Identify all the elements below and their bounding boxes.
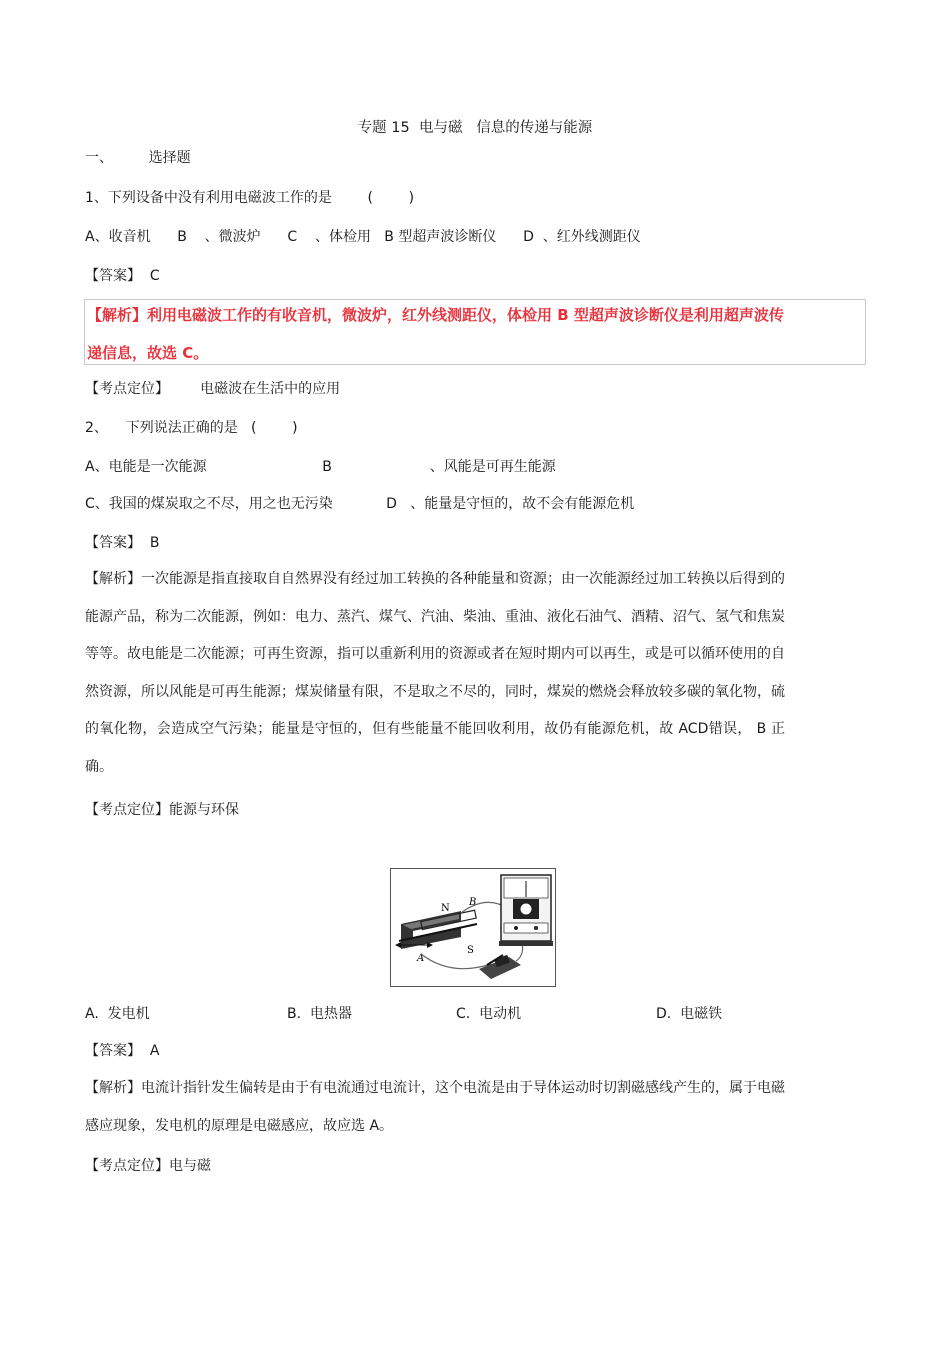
- label-n: N: [441, 903, 450, 914]
- label-a: A: [417, 953, 425, 964]
- q2-analysis: 【解析】一次能源是指直接取自自然界没有经过加工转换的各种能量和资源；由一次能源经过加工转换以后得到的能源产品，称为二次能源，例如：电力、蒸汽、煤气、汽油、柴油、重油、液化石油气、酒精、沼气、氢气和焦炭等等。故电能是二次能源；可再生资源，指可以重新利用的资源或者在短时期内可以再生，或是可以循环使用的自然资源，所以风能是可再生能源；煤炭储量有限，不是取之不尽的，同时，煤炭的燃烧会释放较多碳的氧化物，硫的氧化物，会造成空气污染；能量是守恒的，但有些能量不能回收利用，故仍有能源危机，故 ACD错误， B 正确。: [85, 571, 785, 775]
- q1-stem: 1、下列设备中没有利用电磁波工作的是 ( ): [85, 190, 415, 206]
- label-s: S: [467, 945, 474, 956]
- q3-option-c: C. 电动机: [456, 1006, 522, 1022]
- page-title: 专题 15 电与磁 信息的传递与能源: [357, 120, 593, 136]
- q2-kaodian: 【考点定位】能源与环保: [85, 802, 239, 818]
- wire-bottom: [421, 954, 491, 969]
- q2-answer: 【答案】 B: [85, 535, 160, 551]
- q1-answer: 【答案】 C: [85, 268, 160, 284]
- q2-options-row1: A、电能是一次能源 B 、风能是可再生能源: [85, 459, 556, 475]
- q1-kaodian: 【考点定位】 电磁波在生活中的应用: [85, 381, 341, 397]
- generator-apparatus-illustration: [391, 869, 555, 986]
- q3-kaodian: 【考点定位】电与磁: [85, 1158, 211, 1174]
- experiment-figure: [390, 868, 556, 987]
- q2-stem: 2、 下列说法正确的是 ( ): [85, 420, 298, 436]
- q1-options: A、收音机 B 、微波炉 C 、体检用 B 型超声波诊断仪 D 、红外线测距仪: [85, 229, 641, 245]
- q3-analysis: 【解析】电流计指针发生偏转是由于有电流通过电流计，这个电流是由于导体运动时切割磁感线产生的，属于电磁感应现象，发电机的原理是电磁感应，故应选 A。: [85, 1080, 785, 1134]
- label-b: B: [469, 897, 477, 908]
- q3-option-d: D. 电磁铁: [656, 1006, 723, 1022]
- section-heading: 一、 选择题: [85, 150, 191, 166]
- q3-option-a: A. 发电机: [85, 1006, 150, 1022]
- q1-analysis-line1: 【解析】利用电磁波工作的有收音机，微波炉，红外线测距仪，体检用 B 型超声波诊断仪是利用超声波传: [87, 306, 784, 324]
- q3-option-b: B. 电热器: [287, 1006, 352, 1022]
- q2-options-row2: C、我国的煤炭取之不尽，用之也无污染 D 、能量是守恒的，故不会有能源危机: [85, 496, 635, 512]
- q1-analysis-line2: 递信息，故选 C。: [87, 344, 209, 362]
- q3-answer: 【答案】 A: [85, 1043, 160, 1059]
- q1-analysis-box: [84, 299, 866, 365]
